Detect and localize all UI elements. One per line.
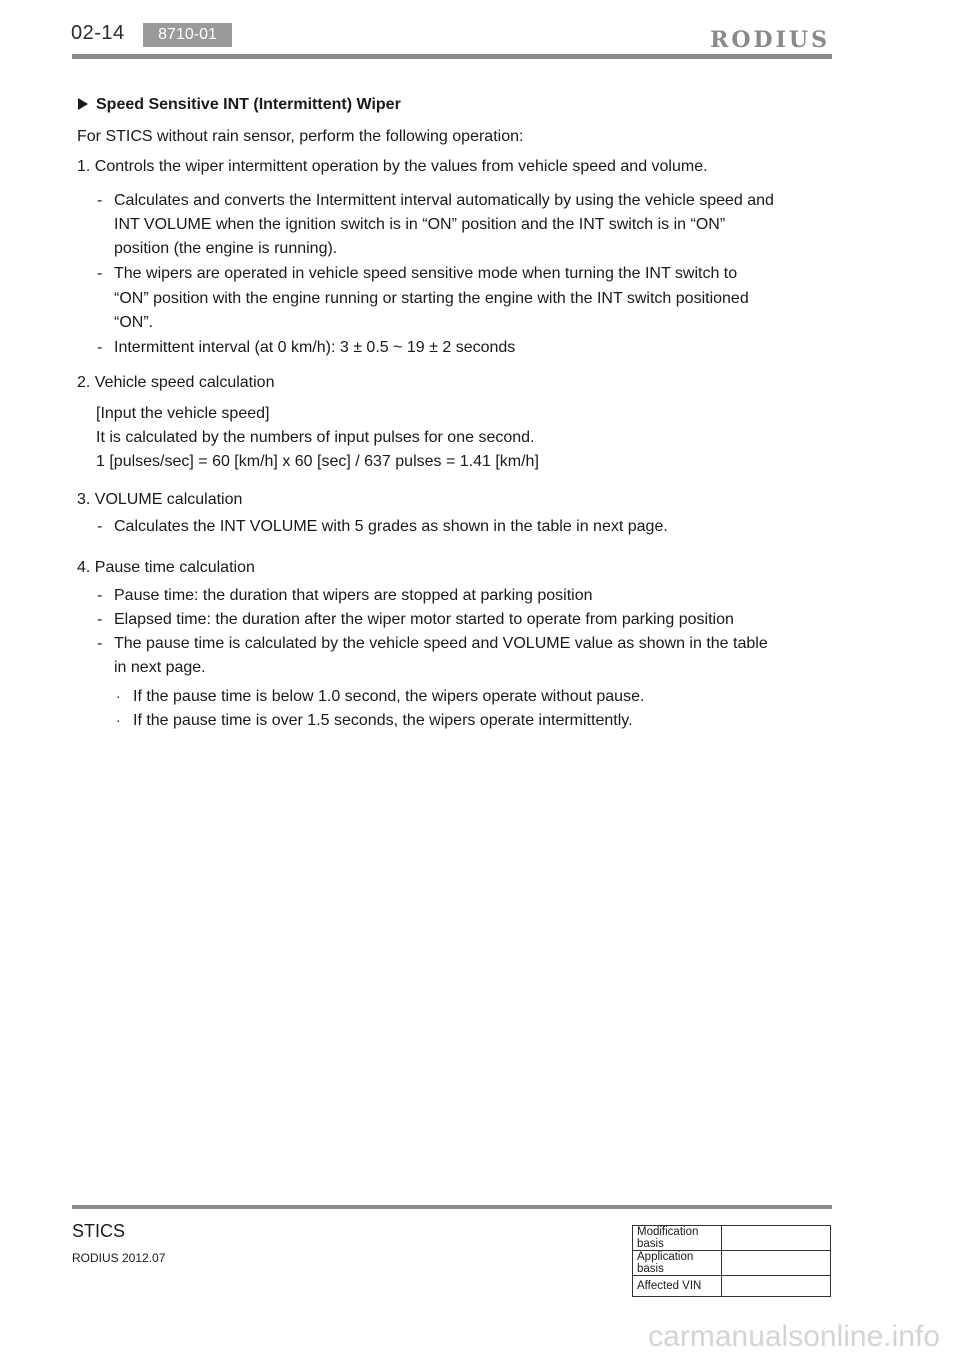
footer-divider (72, 1205, 832, 1209)
section-code-badge: 8710-01 (143, 23, 232, 47)
dash-bullet: - (97, 192, 103, 209)
item-3-title: 3. VOLUME calculation (77, 491, 243, 508)
triangle-bullet-icon (78, 98, 88, 110)
basis-label: Modification basis (633, 1226, 722, 1251)
item-4-sub-bullet-2: If the pause time is over 1.5 seconds, the wipers operate intermittently. (133, 712, 633, 729)
section-heading (78, 96, 401, 114)
item-4-bullet-3-line-2: in next page. (114, 659, 206, 676)
item-4-sub-bullet-1: If the pause time is below 1.0 second, the wipers operate without pause. (133, 688, 645, 705)
item-2-formula: 1 [pulses/sec] = 60 [km/h] x 60 [sec] / 637 pulses = 1.41 [km/h] (96, 453, 539, 470)
item-4-title: 4. Pause time calculation (77, 559, 255, 576)
header-divider (72, 54, 832, 59)
item-2-line-1: [Input the vehicle speed] (96, 405, 270, 422)
item-1-bullet-2-line-1: The wipers are operated in vehicle speed sensitive mode when turning the INT switch to (114, 265, 738, 282)
item-4-bullet-1: Pause time: the duration that wipers are stopped at parking position (114, 587, 593, 604)
basis-value (722, 1226, 831, 1251)
dash-bullet: - (97, 339, 103, 356)
table-row (633, 1251, 831, 1276)
item-4-bullet-3-line-1: The pause time is calculated by the vehicle speed and VOLUME value as shown in the table (114, 635, 768, 652)
item-2-line-2: It is calculated by the numbers of input pulses for one second. (96, 429, 535, 446)
footer-date: RODIUS 2012.07 (72, 1251, 166, 1265)
dash-bullet: - (97, 518, 103, 535)
item-1-bullet-1-line-3: position (the engine is running). (114, 240, 338, 257)
item-3-bullet-1: Calculates the INT VOLUME with 5 grades as shown in the table in next page. (114, 518, 668, 535)
item-1-bullet-1-line-1: Calculates and converts the Intermittent interval automatically by using the vehicle speed and (114, 192, 774, 209)
dash-bullet: - (97, 587, 103, 604)
section-title: Speed Sensitive INT (Intermittent) Wiper (96, 96, 401, 113)
brand-logo: RODIUS (710, 27, 830, 53)
footer-title: STICS (72, 1221, 126, 1241)
dot-bullet: · (116, 712, 121, 728)
item-4-bullet-2: Elapsed time: the duration after the wiper motor started to operate from parking position (114, 611, 734, 628)
dash-bullet: - (97, 635, 103, 652)
basis-label: Affected VIN (633, 1276, 722, 1297)
item-1-bullet-1-line-2: INT VOLUME when the ignition switch is in “ON” position and the INT switch is in “ON” (114, 216, 726, 233)
item-1-bullet-2-line-2: “ON” position with the engine running or starting the engine with the INT switch positioned (114, 290, 749, 307)
item-1-bullet-3: Intermittent interval (at 0 km/h): 3 ± 0.5 ~ 19 ± 2 seconds (114, 339, 516, 356)
dash-bullet: - (97, 265, 103, 282)
intro-text: For STICS without rain sensor, perform the following operation: (77, 128, 524, 145)
basis-label: Application basis (633, 1251, 722, 1276)
dash-bullet: - (97, 611, 103, 628)
basis-table (632, 1225, 831, 1297)
table-row (633, 1276, 831, 1297)
page-number: 02-14 (71, 22, 125, 44)
basis-value (722, 1276, 831, 1297)
dot-bullet: · (116, 688, 121, 704)
basis-value (722, 1251, 831, 1276)
item-1-bullet-2-line-3: “ON”. (114, 314, 154, 331)
item-1-title: 1. Controls the wiper intermittent operation by the values from vehicle speed and volume. (77, 158, 708, 175)
item-2-title: 2. Vehicle speed calculation (77, 374, 275, 391)
table-row (633, 1226, 831, 1251)
watermark: carmanualsonline.info (648, 1320, 940, 1353)
